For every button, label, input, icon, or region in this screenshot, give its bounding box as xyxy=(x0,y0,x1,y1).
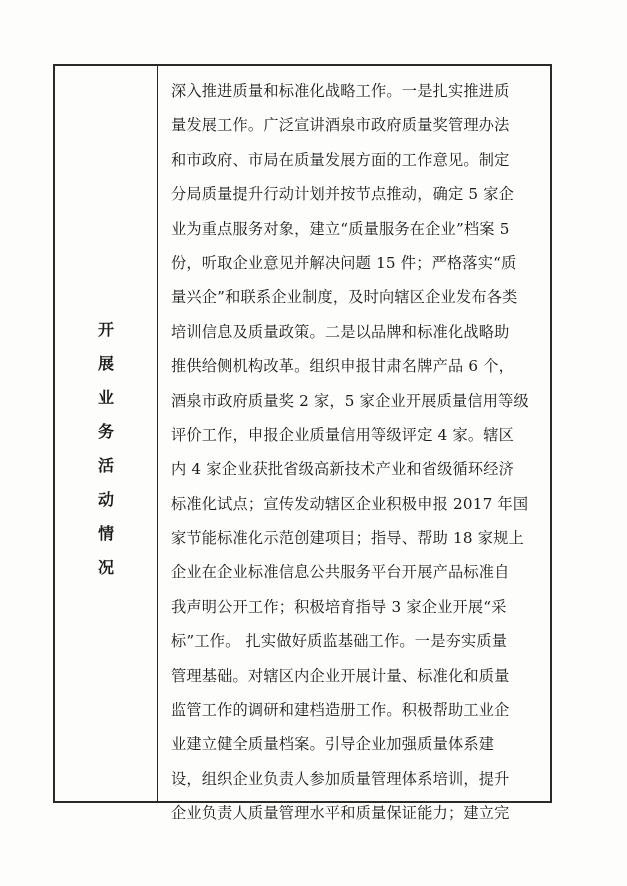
section-label-cell xyxy=(55,66,157,801)
content-line: 推供给侧机构改革。组织申报甘肃名牌产品 6 个， xyxy=(171,357,515,376)
content-line: 家节能标准化示范创建项目；指导、帮助 18 家规上 xyxy=(171,529,524,548)
activity-form-table xyxy=(53,64,552,823)
column-divider xyxy=(157,66,158,801)
content-line: 企业在企业标准信息公共服务平台开展产品标准自 xyxy=(171,563,510,582)
section-label-char: 开 xyxy=(97,320,114,339)
content-line: 我声明公开工作；积极培育指导 3 家企业开展“采 xyxy=(171,597,507,616)
section-label-char: 况 xyxy=(97,558,114,577)
section-label-char: 业 xyxy=(97,388,114,407)
section-label-char: 务 xyxy=(97,422,114,441)
content-line: 业为重点服务对象，建立“质量服务在企业”档案 5 xyxy=(171,219,510,238)
content-line: 深入推进质量和标准化战略工作。一是扎实推进质 xyxy=(171,82,510,100)
section-label-char: 活 xyxy=(97,456,114,475)
content-cell xyxy=(171,74,543,831)
content-line: 业建立健全质量档案。引导企业加强质量体系建 xyxy=(171,735,495,754)
content-line: 量兴企”和联系企业制度，及时向辖区企业发布各类 xyxy=(171,288,518,307)
content-line: 管理基础。对辖区内企业开展计量、标准化和质量 xyxy=(171,666,510,685)
section-label-char: 情 xyxy=(97,524,114,543)
content-line: 监管工作的调研和建档造册工作。积极帮助工业企 xyxy=(171,701,510,720)
content-line: 企业负责人质量管理水平和质量保证能力；建立完 xyxy=(171,804,510,823)
content-line: 标”工作。 扎实做好质监基础工作。一是夯实质量 xyxy=(171,632,508,651)
content-line: 量发展工作。广泛宣讲酒泉市政府质量奖管理办法 xyxy=(171,116,510,135)
content-line: 内 4 家企业获批省级高新技术产业和省级循环经济 xyxy=(171,460,515,479)
section-label-char: 动 xyxy=(97,490,114,509)
content-line: 评价工作，申报企业质量信用等级评定 4 家。辖区 xyxy=(171,425,515,444)
content-line: 份，听取企业意见并解决问题 15 件；严格落实“质 xyxy=(171,253,517,272)
content-line: 分局质量提升行动计划并按节点推动，确定 5 家企 xyxy=(171,185,515,204)
content-line: 和市政府、市局在质量发展方面的工作意见。制定 xyxy=(171,150,510,169)
section-label-char: 展 xyxy=(97,354,114,373)
content-line: 设，组织企业负责人参加质量管理体系培训，提升 xyxy=(171,769,510,788)
section-label xyxy=(55,313,157,585)
content-line: 标准化试点；宣传发动辖区企业积极申报 2017 年国 xyxy=(171,494,529,513)
content-line: 酒泉市政府质量奖 2 家，5 家企业开展质量信用等级 xyxy=(171,391,529,410)
content-line: 培训信息及质量政策。二是以品牌和标准化战略助 xyxy=(171,322,510,341)
